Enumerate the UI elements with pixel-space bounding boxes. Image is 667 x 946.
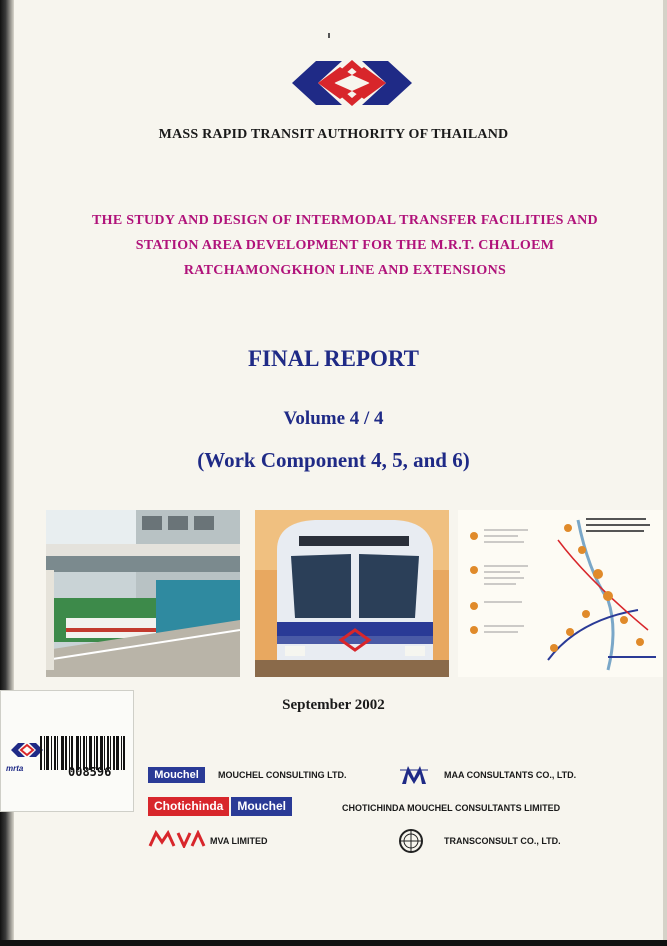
transconsult-logo-icon	[398, 828, 424, 854]
study-title-line: THE STUDY AND DESIGN OF INTERMODAL TRANSFER FACILITIES AND	[92, 213, 598, 228]
bottom-edge	[0, 940, 667, 946]
maa-consultants-name: MAA CONSULTANTS CO., LTD.	[444, 770, 577, 780]
study-title-line: STATION AREA DEVELOPMENT FOR THE M.R.T. CHALOEM	[135, 238, 555, 253]
transconsult-name: TRANSCONSULT CO., LTD.	[444, 836, 561, 846]
mva-logo-icon	[148, 830, 206, 848]
train-photo	[255, 510, 449, 677]
chotichinda-mouchel-logo	[148, 797, 292, 816]
study-title-line: RATCHAMONGKHON LINE AND EXTENSIONS	[183, 263, 507, 278]
work-component: (Work Component 4, 5, and 6)	[197, 448, 470, 472]
paper-speck	[328, 33, 330, 38]
mrta-logo-icon	[10, 742, 44, 758]
study-title	[60, 208, 630, 283]
authority-name: MASS RAPID TRANSIT AUTHORITY OF THAILAND	[158, 127, 509, 142]
maa-logo-icon	[400, 762, 428, 786]
mrta-sticker-text: mrta	[6, 764, 24, 773]
mouchel-logo: Mouchel	[148, 767, 205, 783]
chotichinda-badge: Chotichinda	[148, 797, 229, 816]
route-map	[458, 510, 663, 677]
mouchel-consulting-name: MOUCHEL CONSULTING LTD.	[218, 770, 347, 780]
station-photo	[46, 510, 240, 677]
report-date: September 2002	[282, 697, 385, 713]
mrta-logo-icon	[290, 58, 414, 108]
mouchel-badge: Mouchel	[231, 797, 292, 816]
barcode-number: 008596	[68, 765, 112, 779]
chotichinda-mouchel-name: CHOTICHINDA MOUCHEL CONSULTANTS LIMITED	[342, 803, 561, 813]
mva-limited-name: MVA LIMITED	[210, 836, 268, 846]
report-title: FINAL REPORT	[247, 346, 420, 371]
volume-number: Volume 4 / 4	[283, 408, 384, 429]
